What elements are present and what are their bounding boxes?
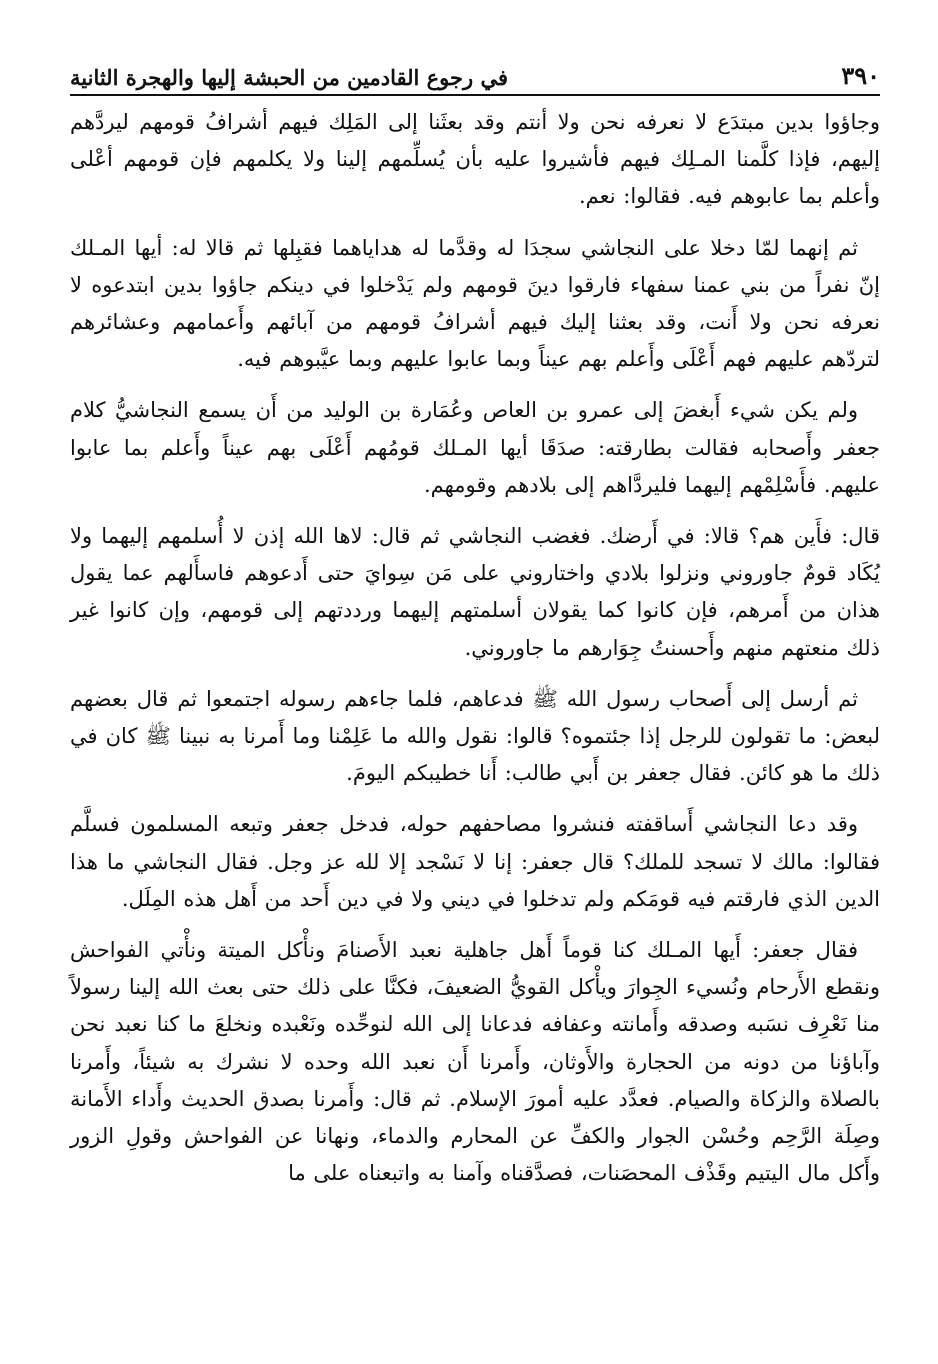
paragraph-2: ثم إنهما لمّا دخلا على النجاشي سجدَا له وقدَّما له هداياهما فقبِلها ثم قالا له: أيها المـلك إنّ نفراً من بني عمنا سفهاء فارقوا دينَ قومهم ولم يَدْخلوا في دينكم جاؤوا بدين ابتدعوه لا نعرفه نحن ولا أَنت، وقد بعثنا إليك فيهم أشرافُ قومهم من آبائهم وأَعمامهم وعشائرهم لتردّهم عليهم فهم أَعْلَى وأَعلم بهم عيناً وبما عابوا عليهم وبما عيَّبوهم فيه.: [70, 235, 880, 372]
book-page: [70, 52, 880, 1352]
body-text: [70, 104, 880, 1192]
paragraph-4: قال: فأَين هم؟ قالا: في أَرضك. فغضب النجاشي ثم قال: لاها الله إذن لا أُسلمهم إليهما ولا يُكَاد قومٌ جاوروني ونزلوا بلادي واختاروني على مَن سِوايَ حتى أَدعوهم فاسأَلهم عما يقول هذان من أَمرهم، فإن كانوا كما يقولان أسلمتهم إليهما ورددتهم إلى قومهم، وإن كانوا غير ذلك منعتهم منهم وأَحسنتُ جِوَارهم ما جاوروني.: [70, 524, 880, 660]
paragraph-7: فقال جعفر: أَيها المـلك كنا قوماً أَهل جاهلية نعبد الأَصنامَ ونأْكل الميتة ونأْتي الفواحش ونقطع الأَرحام ونُسيء الجِوارَ ويأْكل القويُّ الضعيفَ، فكنَّا على ذلك حتى بعث الله إلينا رسولاً منا نَعْرِف نسَبه وصدقه وأَمانته وعفافه فدعانا إلى الله لنوحِّده ونَعْبده ونخلعَ ما كنا نعبد نحن وآباؤنا من دونه من الحجارة والأَوثان، وأَمرنا أَن نعبد الله وحده لا نشرك به شيئاً، وأَمرنا بالصلاة والزكاة والصيام. فعدَّد عليه أمورَ الإسلام. ثم قال: وأَمرنا بصدق الحديث وأَداء الأَمانة وصِلَة الرَّحِم وحُسْن الجوار والكفِّ عن المحارم والدماء، ونهانا عن الفواحش وقولِ الزور وأَكل مال اليتيم وقَذْف المحصَنات، فصدَّقناه وآمنا به واتبعناه على ما: [70, 938, 880, 1186]
paragraph-1: وجاؤوا بدين مبتدَع لا نعرفه نحن ولا أنتم وقد بعثَنا إلى المَلِك فيهم أشرافُ قومهم ليردَّهم إليهم، فإذا كلَّمنا المـلِك فيهم فأشيروا عليه بأن يُسلِّمهم إلينا ولا يكلمهم فإن قومهم أعْلى وأعلم بما عابوهم فيه. فقالوا: نعم.: [70, 110, 880, 209]
running-title: في رجوع القادمين من الحبشة إليها والهجرة الثانية: [70, 65, 509, 90]
paragraph-6: وقد دعا النجاشي أَساقفته فنشروا مصاحفهم حوله، فدخل جعفر وتبعه المسلمون فسلَّم فقالوا: مالك لا تسجد للملك؟ قال جعفر: إنا لا نَسْجد إلا لله عز وجل. فقال النجاشي ما هذا الدين الذي فارقتم فيه قومَكم ولم تدخلوا في ديني ولا في دين أَحد من أَهل هذه المِلَل.: [70, 812, 880, 911]
paragraph-5: ثم أرسل إلى أَصحاب رسول الله ﷺ فدعاهم، فلما جاءهم رسوله اجتمعوا ثم قال بعضهم لبعض: ما تقولون للرجل إذا جئتموه؟ قالوا: نقول والله ما عَلِمْنا وما أَمرنا به نبينا ﷺ كان في ذلك ما هو كائن. فقال جعفر بن أَبي طالب: أَنا خطيبكم اليومَ.: [70, 686, 880, 786]
paragraph-3: ولم يكن شيء أَبغضَ إلى عمرو بن العاص وعُمَارة بن الوليد من أَن يسمع النجاشيُّ كلام جعفر وأَصحابه فقالت بطارقته: صدَقَا أيها المـلك قومُهم أَعْلَى بهم عيناً وأَعلم بما عابوا عليهم. فأَسْلِمْهم إليهما فليردَّاهم إلى بلادهم وقومهم.: [70, 398, 880, 497]
page-number: ٣٩٠: [841, 61, 880, 90]
page-header: [70, 52, 880, 96]
